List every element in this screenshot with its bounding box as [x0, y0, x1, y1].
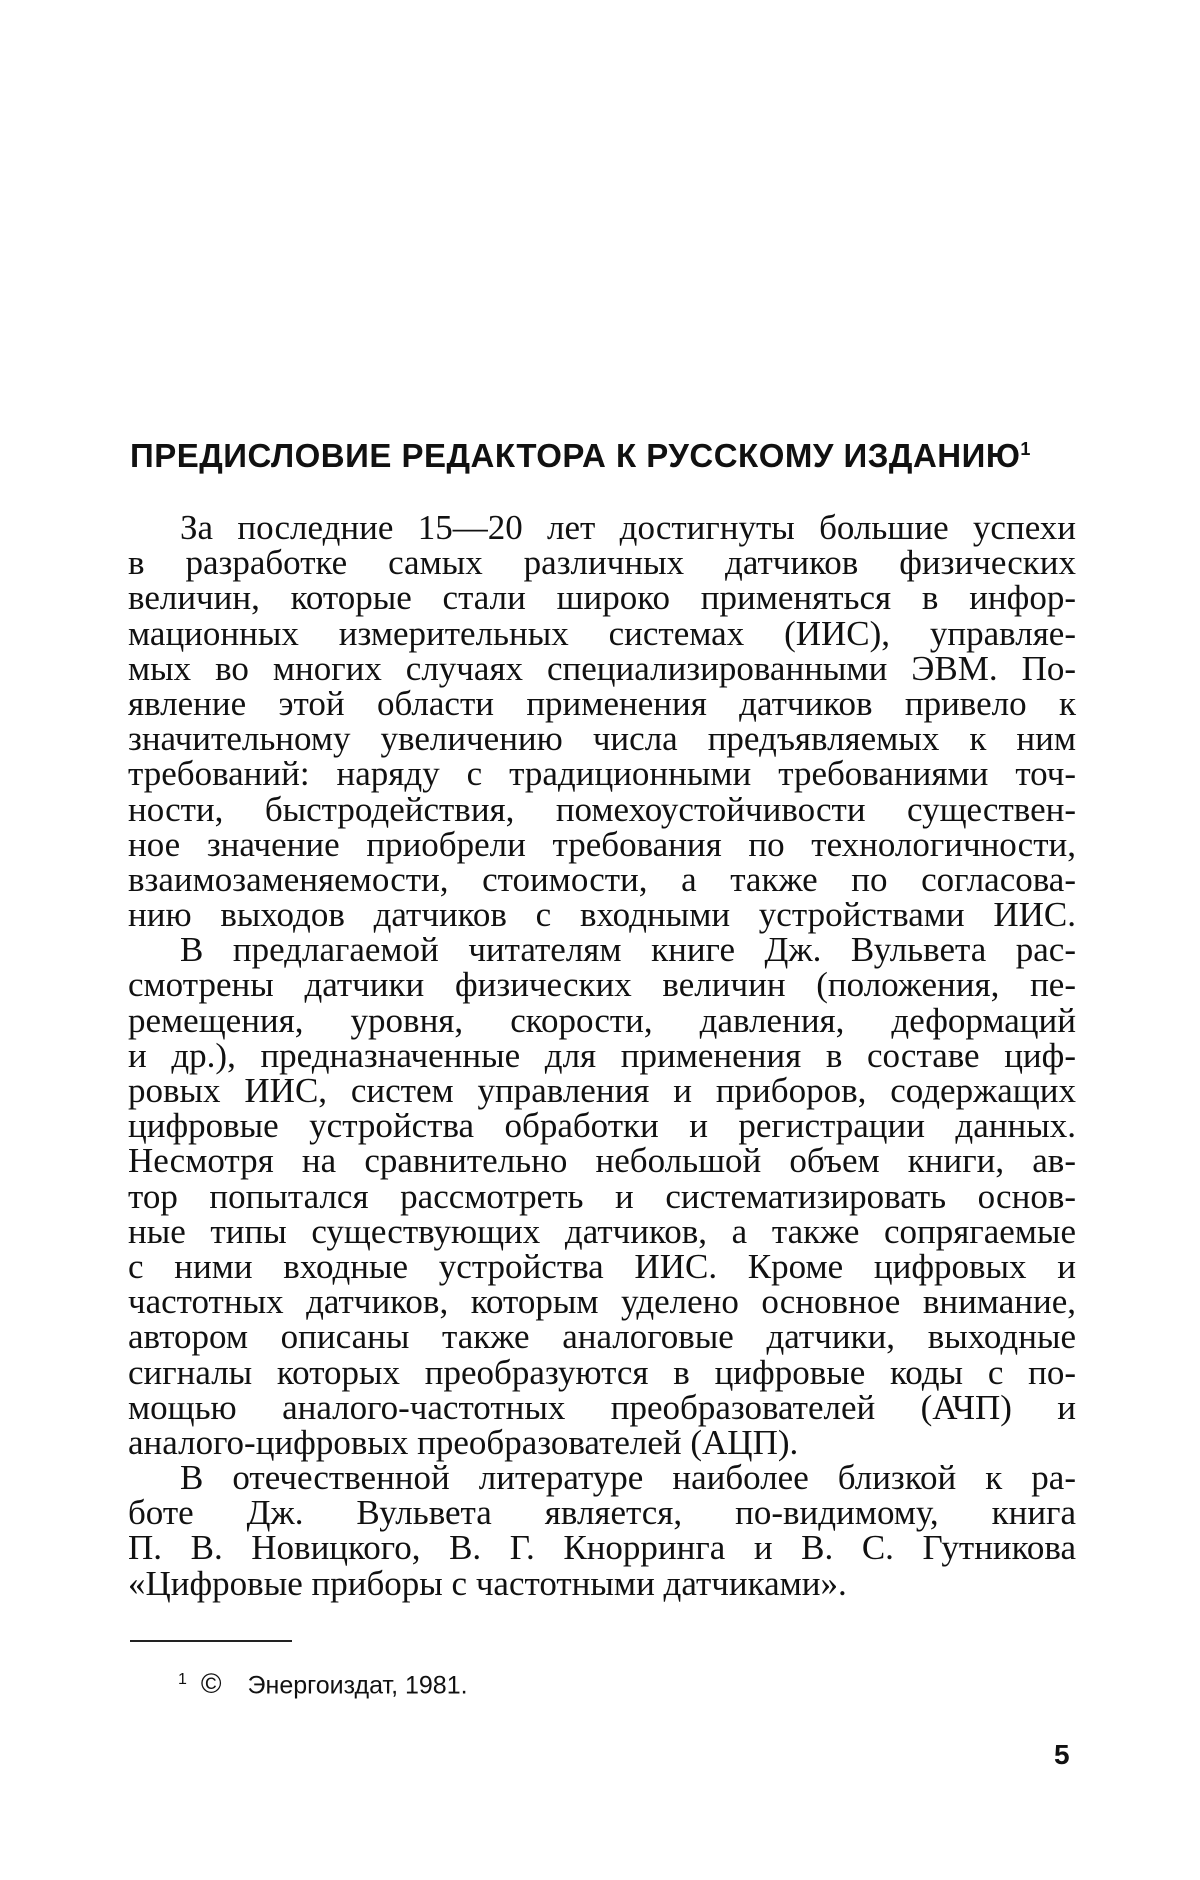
text-line: «Цифровые приборы с частотными датчиками».	[128, 1563, 847, 1603]
text-line: частотных датчиков, которым уделено основное внимание,	[128, 1282, 1076, 1322]
text-line: ности, быстродействия, помехоустойчивости существен-	[128, 789, 1076, 829]
chapter-title: ПРЕДИСЛОВИЕ РЕДАКТОРА К РУССКОМУ ИЗДАНИЮ	[130, 437, 1021, 474]
heading-footnote-mark: 1	[1020, 439, 1031, 459]
text-line: сигналы которых преобразуются в цифровые коды с по-	[128, 1352, 1076, 1392]
chapter-heading	[130, 436, 1090, 476]
text-line: ровых ИИС, систем управления и приборов, содержащих	[128, 1071, 1076, 1110]
copyright-icon: ©	[200, 1668, 222, 1700]
text-line: величин, которые стали широко применяться в инфор-	[128, 578, 1076, 618]
footnote-text: Энергоиздат, 1981.	[247, 1671, 468, 1700]
text-line: П. В. Новицкого, В. Г. Кнорринга и В. С. Гутникова	[128, 1528, 1076, 1568]
text-line: явление этой области применения датчиков привело к	[128, 683, 1076, 723]
text-line: боте Дж. Вульвета является, по-видимому, книга	[128, 1493, 1076, 1533]
text-line: тор попытался рассмотреть и систематизировать основ-	[128, 1176, 1076, 1216]
text-line: требований: наряду с традиционными требованиями точ-	[128, 754, 1076, 794]
text-line: и др.), предназначенные для применения в составе циф-	[128, 1035, 1076, 1075]
footnote-mark: 1	[178, 1671, 187, 1688]
text-line: мощью аналого-частотных преобразователей (АЧП) и	[128, 1387, 1076, 1427]
text-line: мых во многих случаях специализированными ЭВМ. По-	[128, 648, 1076, 688]
text-line: В предлагаемой читателям книге Дж. Вульвета рас-	[180, 930, 1076, 970]
text-line: автором описаны также аналоговые датчики, выходные	[128, 1317, 1076, 1357]
text-line: цифровые устройства обработки и регистрации данных.	[128, 1106, 1076, 1146]
text-line: в разработке самых различных датчиков физических	[128, 543, 1076, 583]
text-line: значительному увеличению числа предъявляемых к ним	[128, 719, 1076, 759]
text-line: ное значение приобрели требования по технологичности,	[128, 824, 1076, 864]
text-line: нию выходов датчиков с входными устройствами ИИС.	[128, 895, 1076, 935]
text-line: Несмотря на сравнительно небольшой объем книги, ав-	[128, 1141, 1076, 1181]
text-line: взаимозаменяемости, стоимости, а также по согласова-	[128, 859, 1076, 899]
text-line: За последние 15—20 лет достигнуты большие успехи	[180, 508, 1076, 547]
page-number: 5	[1054, 1739, 1070, 1770]
text-line: ные типы существующих датчиков, а также сопрягаемые	[128, 1211, 1076, 1251]
text-line: мационных измерительных системах (ИИС), управляе-	[128, 613, 1076, 653]
text-line: В отечественной литературе наиболее близкой к ра-	[180, 1458, 1076, 1498]
footnote-divider	[130, 1640, 292, 1642]
text-line: с ними входные устройства ИИС. Кроме цифровых и	[128, 1246, 1076, 1286]
body-text	[128, 510, 1076, 1601]
text-line: смотрены датчики физических величин (положения, пе-	[128, 965, 1076, 1005]
footnote	[178, 1664, 468, 1701]
text-line: аналого-цифровых преобразователей (АЦП).	[128, 1422, 799, 1462]
text-line: ремещения, уровня, скорости, давления, деформаций	[128, 1000, 1076, 1040]
